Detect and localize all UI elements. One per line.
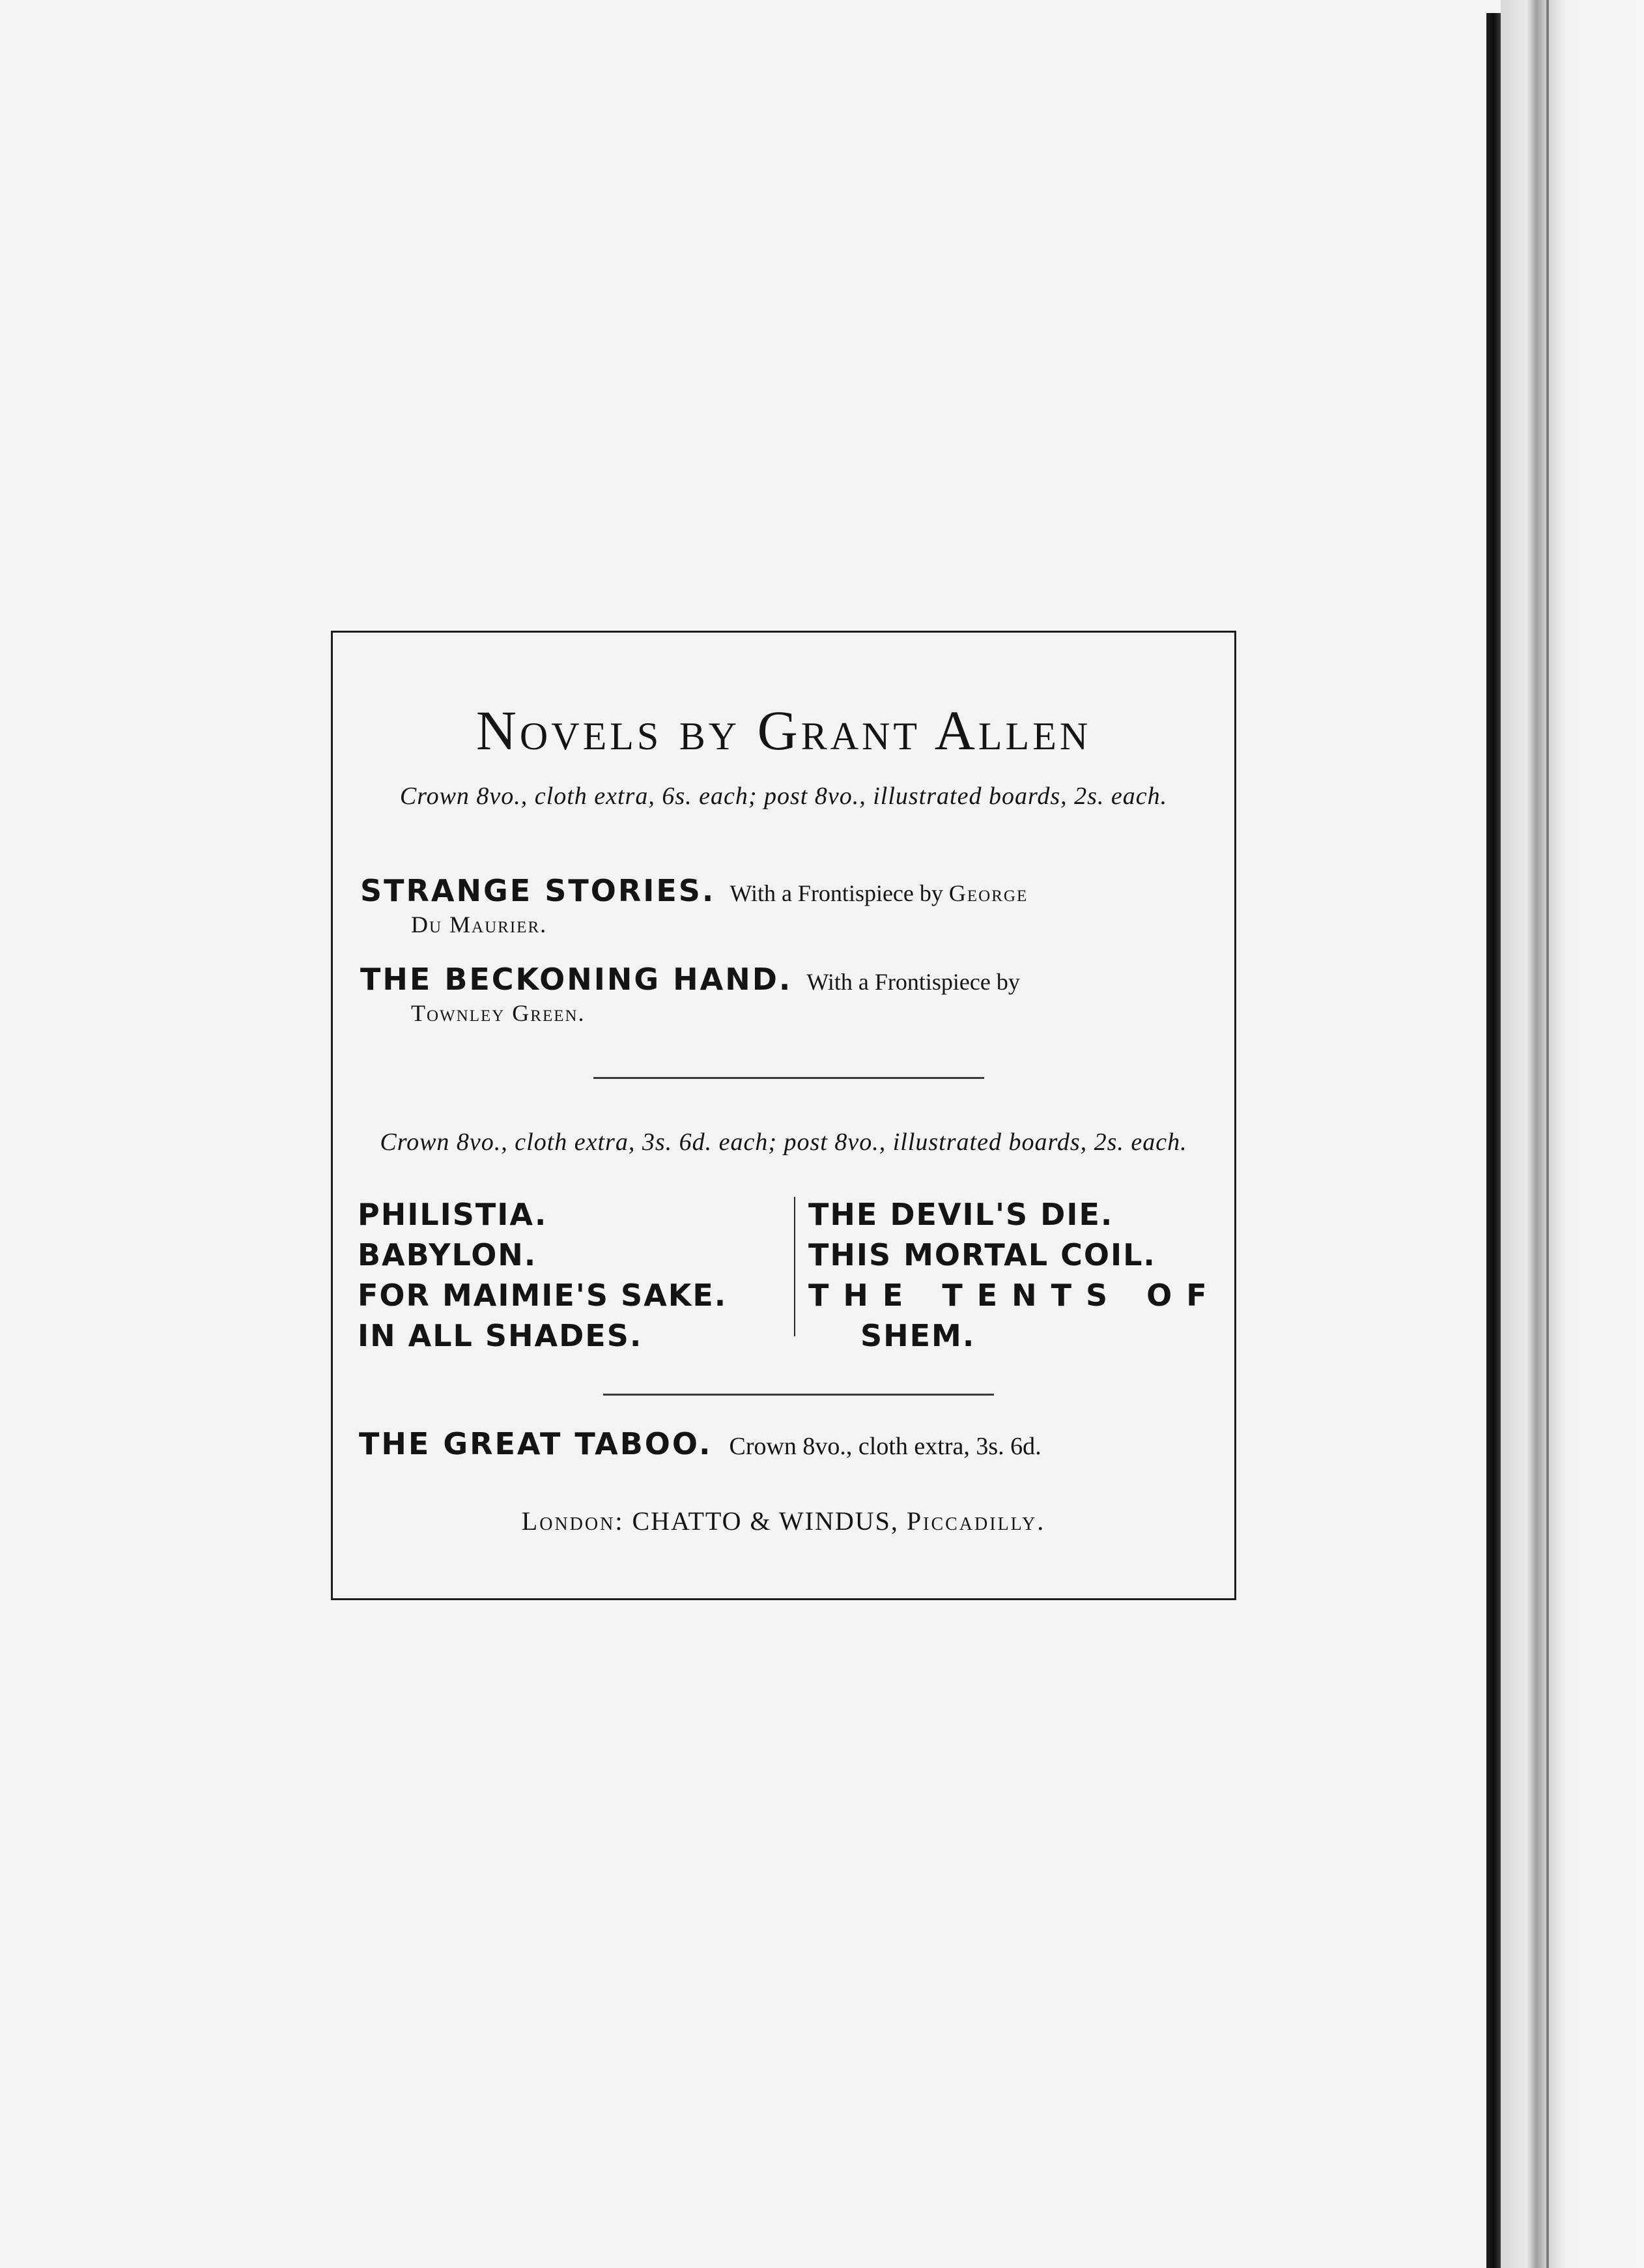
book-description: With a Frontispiece by	[806, 969, 1020, 995]
price-terms-first: Crown 8vo., cloth extra, 6s. each; post 8vo., illustrated boards, 2s. each.	[399, 782, 1168, 810]
artist-name: Townley Green.	[411, 1000, 586, 1026]
book-title-continued: SHEM.	[860, 1318, 976, 1353]
book-entry-strange-stories	[360, 875, 1215, 940]
publisher-imprint	[333, 1506, 1234, 1536]
book-gutter	[1501, 0, 1644, 2268]
advertisement-box	[331, 631, 1236, 1600]
advertisement-title: Novels by Grant Allen	[475, 699, 1092, 762]
section-divider	[603, 1394, 994, 1396]
price-terms-second: Crown 8vo., cloth extra, 3s. 6d. each; post 8vo., illustrated boards, 2s. each.	[380, 1128, 1187, 1156]
book-list-left	[358, 1194, 787, 1356]
book-title: PHILISTIA.	[358, 1197, 548, 1232]
column-divider	[794, 1197, 795, 1336]
publisher-street: Piccadilly.	[906, 1506, 1046, 1536]
book-title: FOR MAIMIE'S SAKE.	[358, 1278, 728, 1313]
book-title: THE BECKONING HAND.	[360, 962, 793, 997]
book-title: THE DEVIL'S DIE.	[808, 1197, 1114, 1232]
book-description: Crown 8vo., cloth extra, 3s. 6d.	[729, 1433, 1042, 1460]
book-gutter-edge	[1546, 0, 1549, 2268]
book-entry-great-taboo	[359, 1424, 1215, 1466]
publisher-name: CHATTO & WINDUS,	[632, 1506, 899, 1536]
book-title: IN ALL SHADES.	[358, 1318, 643, 1353]
publisher-city: London:	[521, 1506, 625, 1536]
book-title: THIS MORTAL COIL.	[808, 1237, 1156, 1272]
book-description: With a Frontispiece by	[730, 880, 943, 906]
book-title: BABYLON.	[358, 1237, 537, 1272]
artist-name-continued: Du Maurier.	[411, 912, 548, 938]
artist-name: George	[948, 880, 1028, 906]
book-title: STRANGE STORIES.	[360, 873, 716, 908]
book-spine-shadow	[1486, 13, 1501, 2268]
book-title: THE GREAT TABOO.	[359, 1426, 713, 1461]
section-divider	[593, 1077, 984, 1079]
book-title: THE TENTS OF	[808, 1278, 1221, 1313]
book-entry-beckoning-hand	[360, 964, 1215, 1029]
book-list-right	[808, 1194, 1232, 1356]
